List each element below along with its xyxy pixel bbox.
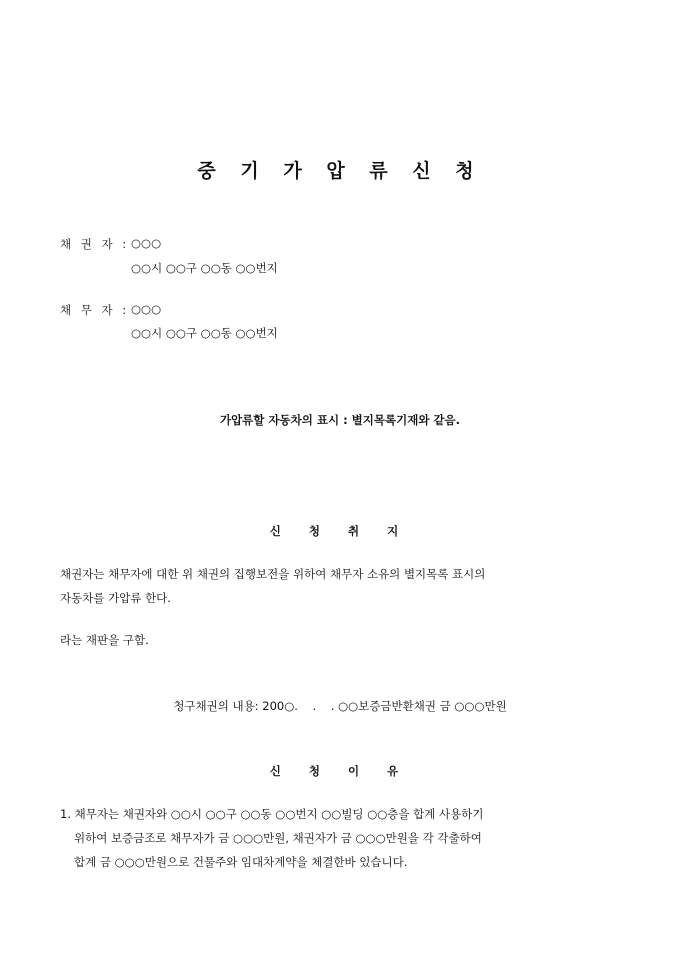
reason-line: 위하여 보증금조로 채무자가 금 ○○○만원, 채권자가 금 ○○○만원을 각 각출하여 — [74, 831, 482, 845]
reason-item-1 — [60, 802, 632, 874]
debtor-address: ○○시 ○○구 ○○동 ○○번지 — [131, 326, 278, 340]
document-title: 중 기 가 압 류 신 청 — [197, 160, 483, 182]
claim-content: 청구채권의 내용: 200○. . . ○○보증금반환채권 금 ○○○만원 — [173, 699, 507, 713]
creditor-address: ○○시 ○○구 ○○동 ○○번지 — [131, 261, 278, 275]
purpose-text-line: 채권자는 채무자에 대한 위 채권의 집행보전을 위하여 채무자 소유의 별지목록 표시의 — [60, 567, 486, 581]
purpose-heading: 신 청 취 지 — [269, 524, 411, 538]
judgment-request: 라는 재판을 구함. — [60, 633, 149, 647]
reason-line: 1. 채무자는 채권자와 ○○시 ○○구 ○○동 ○○번지 ○○빌딩 ○○층을 합계 사용하기 — [60, 807, 484, 821]
reason-line: 합계 금 ○○○만원으로 건물주와 임대차계약을 체결한바 있습니다. — [74, 855, 408, 869]
debtor-name: ○○○ — [131, 302, 162, 316]
purpose-text-line: 자동차를 가압류 한다. — [60, 591, 171, 605]
purpose-text — [60, 562, 628, 610]
creditor-name: ○○○ — [131, 236, 162, 250]
reason-heading: 신 청 이 유 — [269, 764, 411, 778]
debtor-label: 채 무 자 : — [60, 303, 130, 317]
creditor-label: 채 권 자 : — [60, 237, 130, 251]
vehicle-display-statement: 가압류할 자동차의 표시 : 별지목록기재와 같음. — [219, 413, 461, 427]
